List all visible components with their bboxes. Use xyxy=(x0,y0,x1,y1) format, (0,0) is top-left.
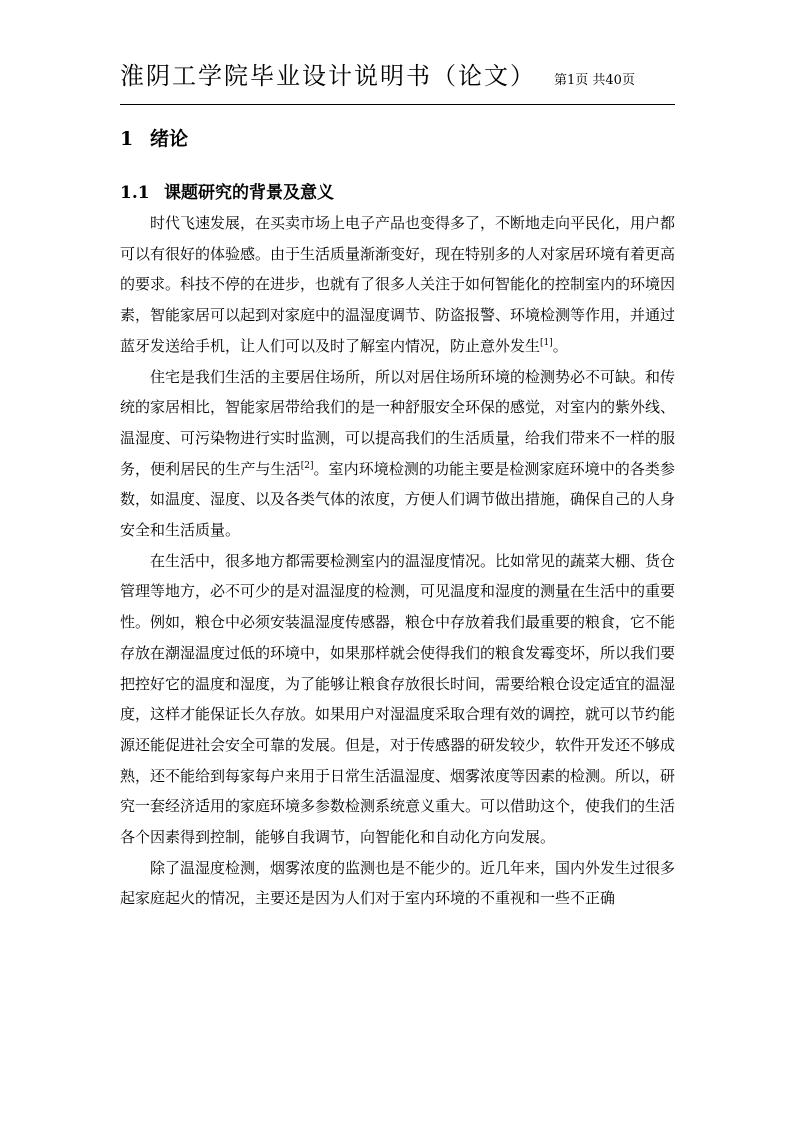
subsection-number: 1.1 xyxy=(120,183,150,203)
subsection-title: 课题研究的背景及意义 xyxy=(164,183,334,203)
body-text xyxy=(120,208,675,914)
citation-ref: [1] xyxy=(540,337,553,348)
citation-ref: [2] xyxy=(300,460,314,471)
paragraph xyxy=(120,208,675,362)
paragraph xyxy=(120,546,675,853)
header-page-info: 第1页 共40页 xyxy=(554,73,635,88)
paragraph-text: 时代飞速发展，在买卖市场上电子产品也变得多了，不断地走向平民化，用户都可以有很好的体验感。由于生活质量渐渐变好，现在特别多的人对家居环境有着更高的要求。科技不停的在进步，也就有了很多人关注于如何智能化的控制室内的环境因素，智能家居可以起到对家庭中的温湿度调节、防盗报警、环境检测等作用，并通过蓝牙发送给手机，让人们可以及时了解室内情况，防止意外发生 xyxy=(120,214,676,355)
section-number: 1 xyxy=(120,128,134,150)
section-title: 绪论 xyxy=(150,128,189,150)
subsection-heading xyxy=(120,178,334,203)
paragraph-tail: 。 xyxy=(552,336,568,355)
paragraph xyxy=(120,362,675,546)
header-title: 淮阴工学院毕业设计说明书（论文） xyxy=(120,62,536,90)
paragraph-text: 在生活中，很多地方都需要检测室内的温湿度情况。比如常见的蔬菜大棚、货仓管理等地方，必不可少的是对温湿度的检测，可见温度和湿度的测量在生活中的重要性。例如，粮仓中必须安装温湿度传感器，粮仓中存放着我们最重要的粮食，它不能存放在潮湿温度过低的环境中，如果那样就会使得我们的粮食发霉变坏，所以我们要把控好它的温度和湿度，为了能够让粮食存放很长时间，需要给粮仓设定适宜的温湿度，这样才能保证长久存放。如果用户对湿温度采取合理有效的调控，就可以节约能源还能促进社会安全可靠的发展。但是，对于传感器的研发较少，软件开发还不够成熟，还不能给到每家每户来用于日常生活温湿度、烟雾浓度等因素的检测。所以，研究一套经济适用的家庭环境多参数检测系统意义重大。可以借助这个，使我们的生活各个因素得到控制，能够自我调节，向智能化和自动化方向发展。 xyxy=(120,551,676,847)
paragraph-text: 住宅是我们生活的主要居住场所，所以对居住场所环境的检测势必不可缺。和传统的家居相比，智能家居带给我们的是一种舒服安全环保的感觉，对室内的紫外线、温湿度、可污染物进行实时监测，可以提高我们的生活质量，给我们带来不一样的服务，便利居民的生产与生活 xyxy=(120,367,676,478)
page-header xyxy=(120,56,675,91)
header-divider xyxy=(120,104,675,105)
paragraph-tail: 。室内环境检测的功能主要是检测家庭环境中的各类参数，如温度、湿度、以及各类气体的浓度，方便人们调节做出措施，确保自己的人身安全和生活质量。 xyxy=(120,459,676,540)
paragraph xyxy=(120,853,675,914)
section-heading xyxy=(120,124,188,151)
paragraph-text: 除了温湿度检测，烟雾浓度的监测也是不能少的。近几年来，国内外发生过很多起家庭起火的情况，主要还是因为人们对于室内环境的不重视和一些不正确 xyxy=(120,858,676,908)
